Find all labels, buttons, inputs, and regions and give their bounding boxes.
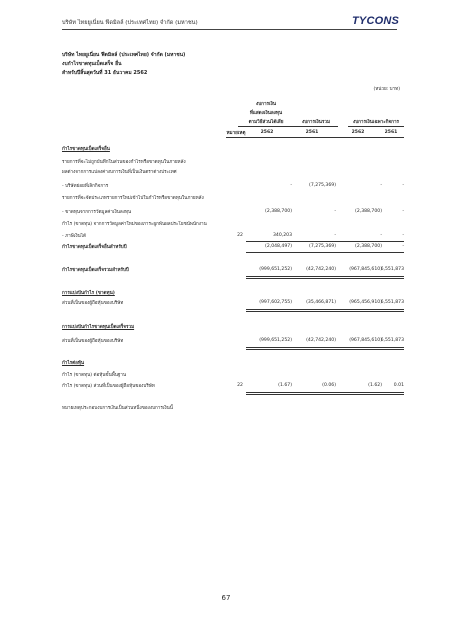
colhdr-underline <box>226 137 404 138</box>
cell-value: 340,203 <box>273 233 292 238</box>
cell-value: - <box>334 233 336 238</box>
statement-title-3: สำหรับปีสิ้นสุดวันที่ 31 ธันวาคม 2562 <box>62 70 148 76</box>
cell-value: (997,602,755) <box>259 300 292 305</box>
statement-title-1: บริษัท ไทยยูเนี่ยน ฟีดมิลล์ (ประเทศไทย) จำกัด (มหาชน) <box>62 52 186 58</box>
cell-value: (967,845,610) <box>349 267 382 272</box>
subtotal-line <box>246 241 404 242</box>
table-row <box>62 233 402 241</box>
total-double-line <box>246 349 404 350</box>
cell-value: - <box>380 183 382 188</box>
total-double-line <box>246 276 404 277</box>
cell-value: - <box>402 183 404 188</box>
col-header-year-2: 2561 <box>305 130 319 135</box>
cell-value: - <box>334 209 336 214</box>
total-double-line <box>246 309 404 310</box>
table-row <box>62 244 402 252</box>
cell-value: (0.06) <box>322 383 336 388</box>
table-row <box>62 372 402 380</box>
table-row <box>62 267 402 275</box>
cell-value: 6,551,873 <box>380 300 404 305</box>
table-row <box>62 209 402 217</box>
page-number: 67 <box>221 594 231 602</box>
cell-value: (967,845,610) <box>349 338 382 343</box>
total-double-line <box>246 311 404 312</box>
cell-value: (2,048,497) <box>265 244 292 249</box>
cell-value: (42,742,240) <box>306 267 336 272</box>
total-double-line <box>246 347 404 348</box>
group-underline-left <box>238 126 338 127</box>
group-header-equity-3: ตามวิธีส่วนได้เสีย <box>248 120 284 125</box>
table-row <box>62 169 402 177</box>
cell-value: - <box>290 183 292 188</box>
row-label: - บริษัทย่อยที่เลิกกิจการ <box>62 184 109 189</box>
table-row <box>62 324 402 332</box>
cell-value: (965,456,910) <box>349 300 382 305</box>
row-label: กำไร (ขาดทุน) จากการวัดมูลค่าใหม่ของภาระผูกพันผลประโยชน์พนักงาน <box>62 222 207 227</box>
cell-value: 0.01 <box>393 383 404 388</box>
row-label: รายการที่จะจัดประเภทรายการใหม่เข้าไปในกำไรหรือขาดทุนในภายหลัง <box>62 196 204 201</box>
row-label: - ขาดทุนจากการวัดมูลค่าเงินลงทุน <box>62 210 132 215</box>
total-double-line <box>246 394 404 395</box>
cell-value: - <box>380 233 382 238</box>
statement-title-2: งบกำไรขาดทุนเบ็ดเสร็จ อื่น <box>62 61 122 67</box>
total-double-line <box>246 392 404 393</box>
cell-value: (2,388,700) <box>355 244 382 249</box>
subtotal-line <box>246 252 404 253</box>
cell-value: (1.67) <box>278 383 292 388</box>
cell-value: 6,551,873 <box>380 338 404 343</box>
cell-value: (999,651,252) <box>259 267 292 272</box>
group-underline-right <box>348 126 404 127</box>
table-row <box>62 290 402 298</box>
footnote: หมายเหตุประกอบงบการเงินเป็นส่วนหนึ่งของงบการเงินนี้ <box>62 406 173 411</box>
unit-label: (หน่วย: บาท) <box>373 87 400 92</box>
cell-value: - <box>402 209 404 214</box>
row-label: การแบ่งปันกำไร (ขาดทุน) <box>62 291 115 296</box>
total-double-line <box>246 278 404 279</box>
row-label: การแบ่งปันกำไรขาดทุนเบ็ดเสร็จรวม <box>62 325 135 330</box>
group-header-equity-1: งบการเงิน <box>256 102 276 107</box>
row-label: รายการที่จะไม่ถูกบันทึกในส่วนของกำไรหรือขาดทุนในภายหลัง <box>62 160 186 165</box>
table-row <box>62 300 402 308</box>
cell-value: (999,651,252) <box>259 338 292 343</box>
row-label: กำไรขาดทุนเบ็ดเสร็จอื่นสำหรับปี <box>62 245 127 250</box>
cell-value: (35,466,871) <box>306 300 336 305</box>
table-row <box>62 360 402 368</box>
table-row <box>62 146 402 154</box>
row-label: ส่วนที่เป็นของผู้ถือหุ้นของบริษัท <box>62 339 124 344</box>
table-row <box>62 383 402 391</box>
col-header-year-3: 2562 <box>351 130 365 135</box>
row-note: 22 <box>237 383 243 388</box>
row-label: - ภาษีเงินได้ <box>62 234 87 239</box>
row-label: กำไรต่อหุ้น <box>62 361 85 366</box>
table-row <box>62 221 402 229</box>
cell-value: (1.62) <box>368 383 382 388</box>
row-label: ส่วนที่เป็นของผู้ถือหุ้นของบริษัท <box>62 301 124 306</box>
cell-value: (2,388,700) <box>265 209 292 214</box>
table-row <box>62 195 402 203</box>
group-header-consolidated: งบการเงินรวม <box>301 120 330 125</box>
table-row <box>62 183 402 191</box>
cell-value: 6,551,873 <box>380 267 404 272</box>
col-header-note: หมายเหตุ <box>226 131 246 136</box>
col-header-year-1: 2562 <box>260 130 274 135</box>
row-label: กำไร (ขาดทุน) ต่อหุ้นขั้นพื้นฐาน <box>62 373 127 378</box>
cell-value: (7,275,369) <box>309 183 336 188</box>
row-note: 22 <box>237 233 243 238</box>
row-label: กำไรขาดทุนเบ็ดเสร็จอื่น <box>62 147 110 152</box>
col-header-year-4: 2561 <box>384 130 398 135</box>
table-row <box>62 338 402 346</box>
company-logo: TYCONS <box>352 15 400 27</box>
cell-value: (42,742,240) <box>306 338 336 343</box>
row-label: กำไร (ขาดทุน) ส่วนที่เป็นของผู้ถือหุ้นของบริษัท <box>62 384 155 389</box>
cell-value: (2,388,700) <box>355 209 382 214</box>
cell-value: - <box>402 244 404 249</box>
cell-value: - <box>402 233 404 238</box>
header-rule <box>62 29 397 30</box>
cell-value: (7,275,369) <box>309 244 336 249</box>
group-header-equity-2: ที่แสดงเงินลงทุน <box>249 111 283 116</box>
row-label: กำไรขาดทุนเบ็ดเสร็จรวมสำหรับปี <box>62 268 129 273</box>
group-header-separate: งบการเงินเฉพาะกิจการ <box>352 120 400 125</box>
row-label: ผลต่างจากการแปลงค่างบการเงินที่เป็นเงินตราต่างประเทศ <box>62 170 177 175</box>
company-header: บริษัท ไทยยูเนี่ยน ฟีดมิลล์ (ประเทศไทย) จำกัด (มหาชน) <box>62 20 198 26</box>
table-row <box>62 159 402 167</box>
